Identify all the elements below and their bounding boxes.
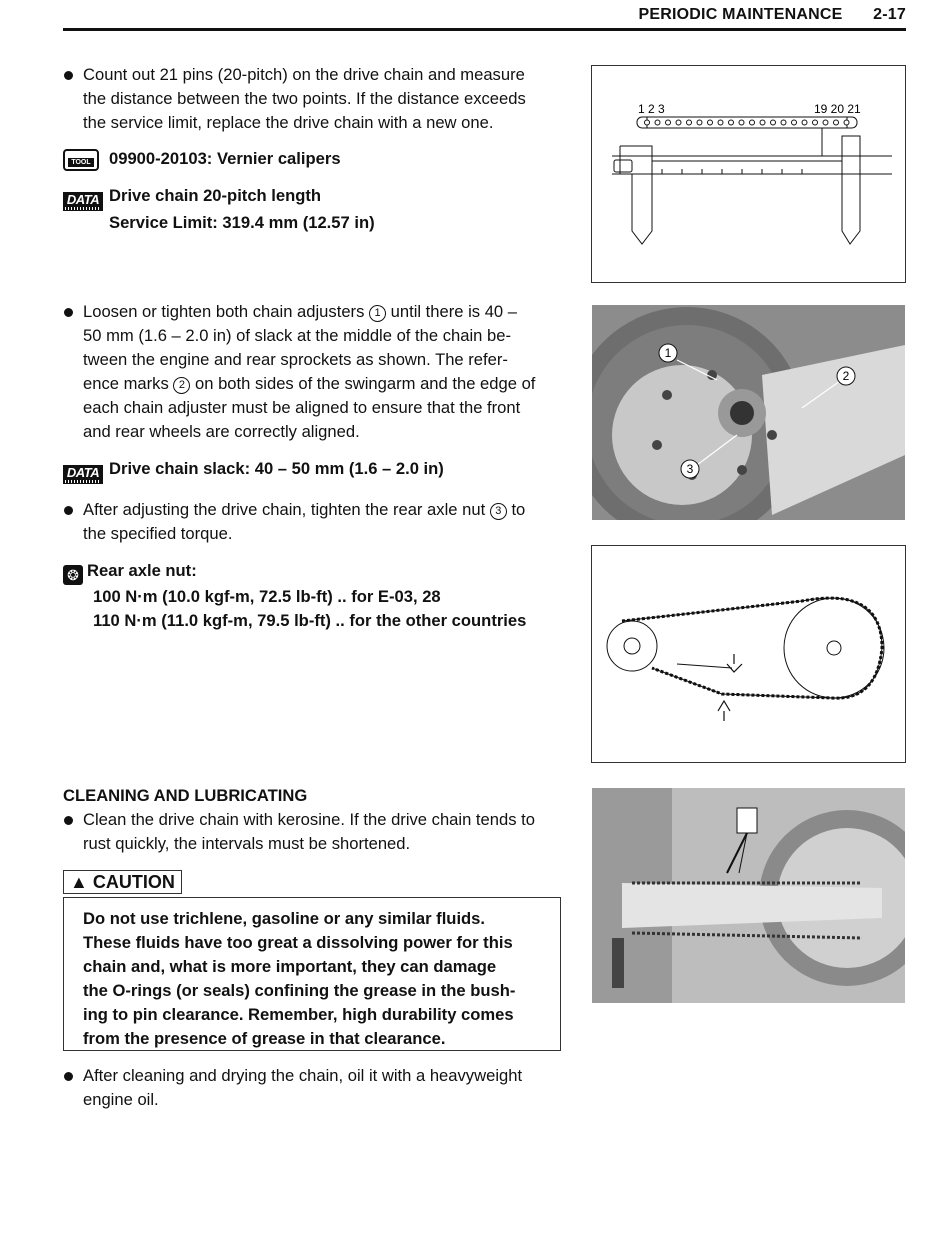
header-text — [613, 6, 907, 24]
text-line: the specified torque. — [83, 524, 233, 543]
cleaning-heading: CLEANING AND LUBRICATING — [63, 786, 308, 805]
data-spec-title: Drive chain 20-pitch length — [109, 186, 322, 205]
torque-spec — [63, 559, 563, 633]
text-line: Count out 21 pins (20-pitch) on the drive chain and measure — [83, 65, 525, 84]
text-span: After adjusting the drive chain, tighten the rear axle nut — [83, 500, 486, 519]
chain-pin — [645, 120, 650, 125]
caution-text: CAUTION — [92, 872, 175, 892]
data-icon: DATA — [63, 192, 103, 211]
bullet-oil — [63, 1064, 563, 1112]
caution-line: These fluids have too great a dissolving power for this — [83, 933, 513, 952]
callout-2: 2 — [842, 369, 850, 383]
callout-1: 1 — [664, 346, 672, 360]
ref-marker-3: 3 — [490, 503, 507, 520]
torque-value-1: 100 N·m (10.0 kgf-m, 72.5 lb-ft) .. for E-03, 28 — [93, 587, 441, 606]
text-line: tween the engine and rear sprockets as shown. The refer- — [83, 350, 508, 369]
data-spec-row — [63, 184, 563, 235]
ref-marker-1: 1 — [369, 305, 386, 322]
chain-pin — [655, 120, 660, 125]
text-line — [83, 498, 563, 522]
chain-pin — [771, 120, 776, 125]
text-line: and rear wheels are correctly aligned. — [83, 422, 360, 441]
text-line — [83, 300, 563, 324]
torque-title: Rear axle nut: — [87, 561, 197, 580]
data-icon: DATA — [63, 465, 103, 484]
caliper-illustration — [592, 66, 905, 282]
chain-pin — [666, 120, 671, 125]
oil-section — [63, 1064, 563, 1112]
chain-pin — [781, 120, 786, 125]
caution-line: ing to pin clearance. Remember, high durability comes — [83, 1005, 514, 1024]
text-line: After cleaning and drying the chain, oil it with a heavyweight — [83, 1066, 523, 1085]
callout-3: 3 — [686, 462, 694, 476]
caution-box — [63, 897, 561, 1051]
text-line: the distance between the two points. If the distance exceeds — [83, 89, 526, 108]
chain-pin — [739, 120, 744, 125]
chain-pin — [823, 120, 828, 125]
ref-marker-2: 2 — [173, 377, 190, 394]
text-line — [83, 372, 563, 396]
chain-length-section — [63, 63, 563, 235]
chain-slack-illustration — [592, 546, 905, 762]
text-span: to — [511, 500, 526, 519]
caution-line: from the presence of grease in that clearance. — [83, 1029, 446, 1048]
text-line: the service limit, replace the drive chain with a new one. — [83, 113, 494, 132]
chain-pin — [844, 120, 849, 125]
text-span: Loosen or tighten both chain adjusters — [83, 302, 365, 321]
bullet-after-adjust — [63, 498, 563, 546]
photo-chain-oiling — [592, 788, 905, 1003]
chain-pin — [687, 120, 692, 125]
caution-line: chain and, what is more important, they can damage — [83, 957, 497, 976]
figure-chain-slack — [591, 545, 906, 763]
chain-pin — [676, 120, 681, 125]
text-span: until there is 40 – — [390, 302, 517, 321]
text-line: each chain adjuster must be aligned to ensure that the front — [83, 398, 521, 417]
text-line: Clean the drive chain with kerosine. If the drive chain tends to — [83, 810, 535, 829]
caution-label — [63, 870, 182, 894]
tool-row — [63, 147, 563, 171]
chain-pin — [760, 120, 765, 125]
text-span: on both sides of the swingarm and the edge of — [195, 374, 536, 393]
text-span: ence marks — [83, 374, 169, 393]
chain-pin — [708, 120, 713, 125]
chain-pin — [813, 120, 818, 125]
slack-spec: Drive chain slack: 40 – 50 mm (1.6 – 2.0 in) — [109, 459, 444, 478]
text-line: 50 mm (1.6 – 2.0 in) of slack at the middle of the chain be- — [83, 326, 511, 345]
chain-pin — [792, 120, 797, 125]
tool-icon-text: TOOL — [68, 158, 94, 167]
section-title: PERIODIC MAINTENANCE — [638, 6, 843, 23]
torque-value-2: 110 N·m (11.0 kgf-m, 79.5 lb-ft) .. for the other countries — [93, 611, 527, 630]
page-number: 2-17 — [873, 6, 906, 23]
text-line: engine oil. — [83, 1090, 159, 1109]
text-line: rust quickly, the intervals must be shortened. — [83, 834, 411, 853]
torque-wrench-icon: ❂ — [63, 565, 83, 585]
bullet-adjusters — [63, 300, 563, 444]
caution-line: the O-rings (or seals) confining the grease in the bush- — [83, 981, 516, 1000]
figure-caliper-chain — [591, 65, 906, 283]
caution-line: Do not use trichlene, gasoline or any similar fluids. — [83, 909, 486, 928]
chain-slack-section — [63, 300, 563, 633]
tool-text: 09900-20103: Vernier calipers — [109, 149, 341, 168]
chain-pin — [718, 120, 723, 125]
page-header — [63, 6, 906, 31]
bullet-clean — [63, 808, 563, 856]
chain-pin — [802, 120, 807, 125]
chain-pin — [729, 120, 734, 125]
photo-chain-adjuster — [592, 305, 905, 520]
slack-spec-row — [63, 457, 563, 484]
tool-icon — [63, 149, 99, 171]
service-limit: Service Limit: 319.4 mm (12.57 in) — [109, 213, 375, 232]
chain-pin — [834, 120, 839, 125]
chain-pin — [697, 120, 702, 125]
pin-label-right: 19 20 21 — [814, 102, 861, 116]
cleaning-section — [63, 784, 563, 856]
adjuster-photo-illustration — [592, 305, 905, 520]
bullet-count-pins — [63, 63, 563, 135]
pin-label-left: 1 2 3 — [638, 102, 665, 116]
oiling-photo-illustration — [592, 788, 905, 1003]
warning-triangle-icon: ▲ — [70, 872, 88, 892]
chain-pin — [750, 120, 755, 125]
